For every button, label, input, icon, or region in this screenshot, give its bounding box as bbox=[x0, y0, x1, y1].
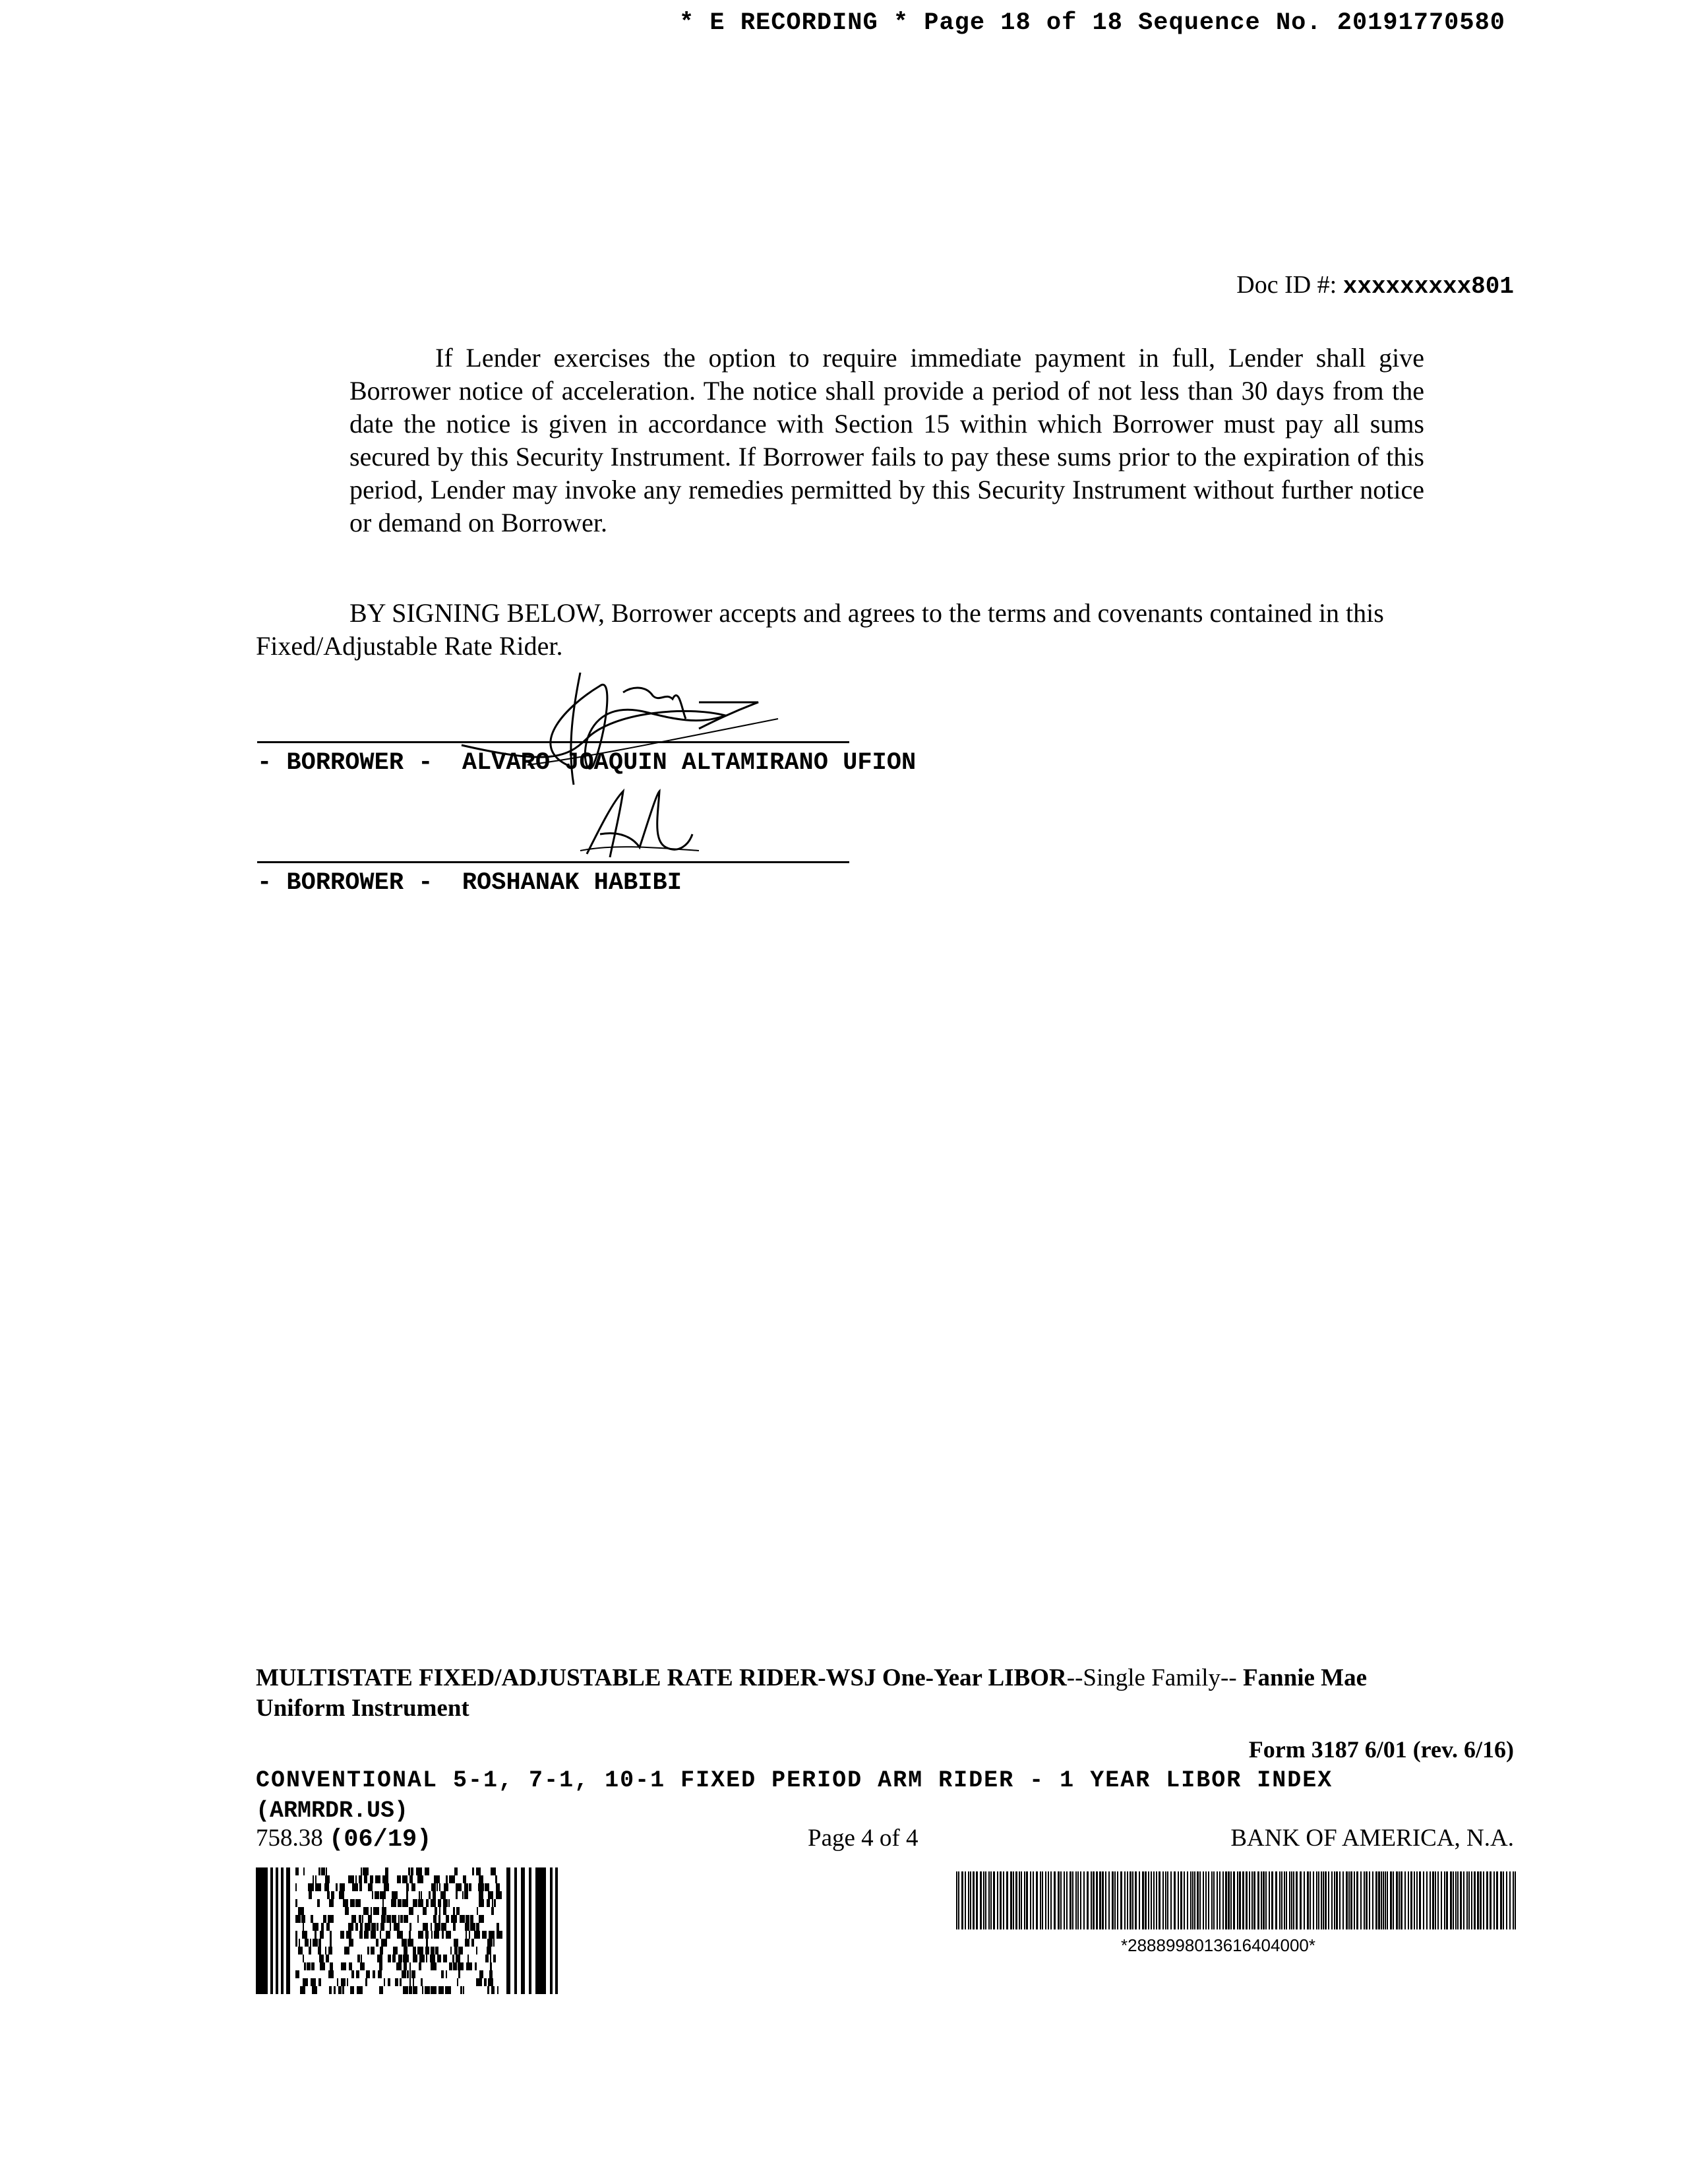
borrower-1-label: - BORROWER - ALVARO JOAQUIN ALTAMIRANO UFION bbox=[257, 749, 917, 777]
page-number: Page 4 of 4 bbox=[808, 1825, 919, 1852]
version-code bbox=[256, 1824, 431, 1854]
bank-name: BANK OF AMERICA, N.A. bbox=[1230, 1825, 1514, 1852]
signature-line-1 bbox=[257, 741, 849, 743]
form-number: Form 3187 6/01 (rev. 6/16) bbox=[1248, 1736, 1514, 1763]
doc-id-value: xxxxxxxxx801 bbox=[1342, 273, 1514, 300]
acceleration-paragraph bbox=[349, 342, 1424, 539]
form-title-bold-1: MULTISTATE FIXED/ADJUSTABLE RATE RIDER-WSJ One-Year LIBOR bbox=[256, 1664, 1067, 1691]
doc-id bbox=[1236, 270, 1514, 300]
borrower-2-label: - BORROWER - ROSHANAK HABIBI bbox=[257, 869, 682, 897]
form-title bbox=[256, 1663, 1509, 1724]
pdf417-barcode bbox=[256, 1867, 559, 1994]
paragraph-2: BY SIGNING BELOW, Borrower accepts and agrees to the terms and covenants contained in this Fixed/Adjustable Rate Rider. bbox=[256, 598, 1384, 661]
linear-barcode bbox=[956, 1871, 1518, 1929]
version-prefix: 758.38 bbox=[256, 1825, 329, 1852]
form-title-bold-2: Fannie Mae bbox=[1242, 1664, 1368, 1691]
form-code: (ARMRDR.US) bbox=[256, 1798, 409, 1824]
form-title-bold-3: Uniform Instrument bbox=[256, 1695, 469, 1722]
signature-2-handwriting bbox=[574, 788, 706, 861]
recording-header: * E RECORDING * Page 18 of 18 Sequence No. 20191770580 bbox=[679, 9, 1505, 37]
version-date: (06/19) bbox=[329, 1826, 432, 1854]
signature-line-2 bbox=[257, 861, 849, 863]
conventional-line: CONVENTIONAL 5-1, 7-1, 10-1 FIXED PERIOD ARM RIDER - 1 YEAR LIBOR INDEX bbox=[256, 1767, 1333, 1794]
paragraph-1: If Lender exercises the option to require immediate payment in full, Lender shall give Borrower notice of acceleration. The notice shall provide a period of not less than 30 days from the date the notice is given in accordance with Section 15 within which Borrower must pay all sums secured by this Security Instrument. If Borrower fails to pay these sums prior to the expiration of this period, Lender may invoke any remedies permitted by this Security Instrument without further notice or demand on Borrower. bbox=[349, 343, 1424, 537]
doc-id-label: Doc ID #: bbox=[1236, 271, 1337, 299]
signing-paragraph bbox=[256, 597, 1515, 663]
barcode-number: *2888998013616404000* bbox=[1121, 1935, 1315, 1955]
form-title-normal: --Single Family-- bbox=[1066, 1664, 1243, 1691]
